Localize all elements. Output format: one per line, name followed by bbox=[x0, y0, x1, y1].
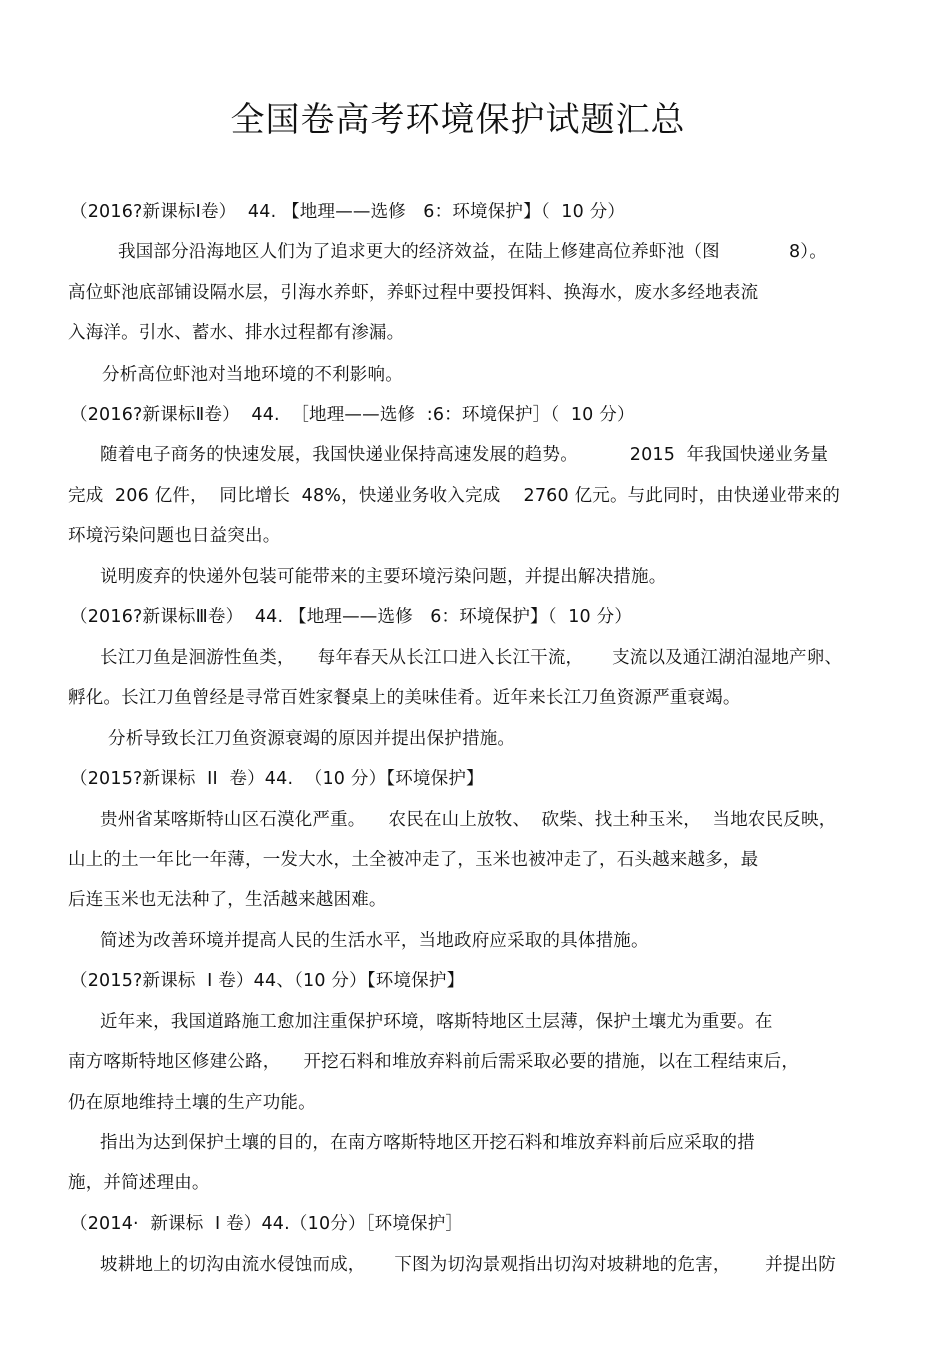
question-header-2015-ii: （2015?新课标 II 卷）44. （10 分）【环境保护】 bbox=[70, 769, 484, 789]
question-prompt: 分析高位虾池对当地环境的不利影响。 bbox=[102, 365, 403, 385]
question-header-2016-i: （2016?新课标Ⅰ卷） 44. 【地理——选修 6：环境保护】（ 10 分） bbox=[70, 202, 626, 222]
paragraph-line: 环境污染问题也日益突出。 bbox=[68, 526, 281, 546]
question-header-2014-i: （2014· 新课标 I 卷）44.（10分）［环境保护］ bbox=[70, 1214, 464, 1234]
question-prompt: 说明废弃的快递外包装可能带来的主要环境污染问题，并提出解决措施。 bbox=[100, 567, 667, 587]
paragraph-line: 随着电子商务的快速发展，我国快递业保持高速发展的趋势。 2015 年我国快递业务量 bbox=[100, 445, 829, 465]
paragraph-line: 贵州省某喀斯特山区石漠化严重。 农民在山上放牧、 砍柴、找土种玉米， 当地农民反映， bbox=[100, 810, 837, 830]
question-prompt: 简述为改善环境并提高人民的生活水平，当地政府应采取的具体措施。 bbox=[100, 931, 649, 951]
question-header-2016-ii: （2016?新课标Ⅱ卷） 44. ［地理——选修 :6：环境保护］（ 10 分） bbox=[70, 405, 635, 425]
paragraph-line: 完成 206 亿件， 同比增长 48%，快递业务收入完成 2760 亿元。与此同时，由快递业带来的 bbox=[68, 486, 841, 506]
question-header-2016-iii: （2016?新课标Ⅲ卷） 44. 【地理——选修 6：环境保护】（ 10 分） bbox=[70, 607, 633, 627]
paragraph-line: 我国部分沿海地区人们为了追求更大的经济效益，在陆上修建高位养虾池（图 8）。 bbox=[118, 242, 827, 262]
paragraph-line: 高位虾池底部铺设隔水层，引海水养虾，养虾过程中要投饵料、换海水，废水多经地表流 bbox=[68, 283, 759, 303]
paragraph-line: 山上的土一年比一年薄，一发大水，土全被冲走了，玉米也被冲走了，石头越来越多，最 bbox=[68, 850, 759, 870]
paragraph-line: 南方喀斯特地区修建公路， 开挖石料和堆放弃料前后需采取必要的措施，以在工程结束后， bbox=[68, 1052, 800, 1072]
paragraph-line: 坡耕地上的切沟由流水侵蚀而成， 下图为切沟景观指出切沟对坡耕地的危害， 并提出防 bbox=[100, 1255, 836, 1275]
paragraph-line: 近年来，我国道路施工愈加注重保护环境，喀斯特地区土层薄，保护土壤尤为重要。在 bbox=[100, 1012, 773, 1032]
document-title: 全国卷高考环境保护试题汇总 bbox=[230, 100, 686, 140]
question-prompt: 施，并简述理由。 bbox=[68, 1173, 210, 1193]
paragraph-line: 仍在原地维持土壤的生产功能。 bbox=[68, 1093, 316, 1113]
paragraph-line: 后连玉米也无法种了，生活越来越困难。 bbox=[68, 890, 387, 910]
paragraph-line: 入海洋。引水、蓄水、排水过程都有渗漏。 bbox=[68, 323, 405, 343]
question-header-2015-i: （2015?新课标 I 卷）44、（10 分）【环境保护】 bbox=[70, 971, 465, 991]
question-prompt: 分析导致长江刀鱼资源衰竭的原因并提出保护措施。 bbox=[108, 729, 516, 749]
question-prompt: 指出为达到保护土壤的目的，在南方喀斯特地区开挖石料和堆放弃料前后应采取的措 bbox=[100, 1133, 755, 1153]
paragraph-line: 长江刀鱼是洄游性鱼类， 每年春天从长江口进入长江干流， 支流以及通江湖泊湿地产卵、 bbox=[100, 648, 843, 668]
paragraph-line: 孵化。长江刀鱼曾经是寻常百姓家餐桌上的美味佳肴。近年来长江刀鱼资源严重衰竭。 bbox=[68, 688, 741, 708]
